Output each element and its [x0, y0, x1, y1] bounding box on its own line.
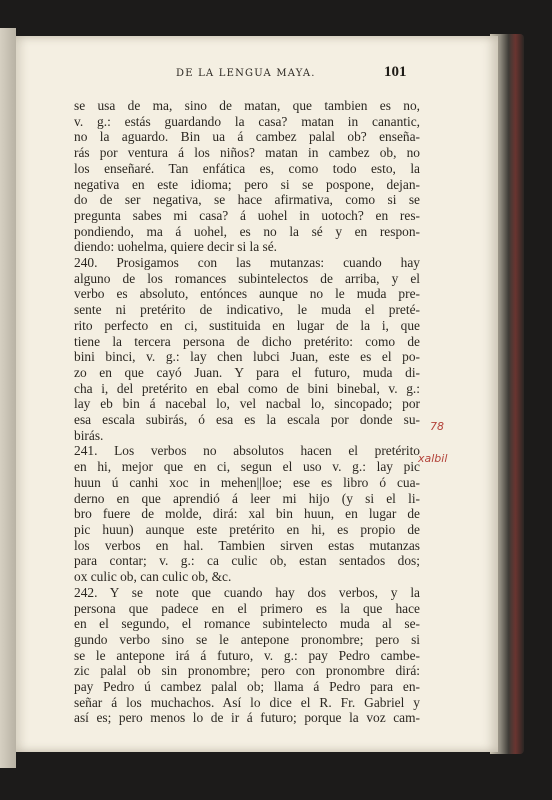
text-line: tiene la tercera persona de dicho pretérito: como de — [74, 333, 420, 349]
text-line: señar á los muchachos. Así lo dice el R. Fr. Gabriel y — [74, 694, 420, 710]
text-line: negativa en este idioma; pero si se pospone, dejan- — [74, 176, 420, 192]
text-line: sente ni pretérito de indicativo, le muda el preté- — [74, 302, 420, 318]
book-page — [16, 36, 498, 752]
text-line: birás. — [74, 427, 104, 443]
text-line: huun ú canhi xoc in mehen||loe; ese es libro ó cua- — [74, 474, 420, 490]
text-line: en hi, mejor que en ci, segun el uso v. g.: lay pic — [74, 459, 420, 475]
text-line: alguno de los romances subintelectos de arriba, y el — [74, 270, 420, 286]
text-line: ox culic ob, can culic ob, &c. — [74, 569, 232, 585]
running-title: DE LA LENGUA MAYA. — [176, 68, 316, 79]
body-text — [74, 98, 420, 726]
margin-note: 78 — [430, 420, 444, 433]
text-line: rito perfecto en ci, sustituida en lugar de la i, que — [74, 317, 420, 333]
text-line: pregunta sabes mi casa? á uohel in uotoch? en res- — [74, 207, 420, 223]
text-line: lay eb bin á nacebal lo, vel nacbal lo, sincopado; por — [74, 396, 420, 412]
text-line: zic palal ob sin pronombre; pero con pronombre dirá: — [74, 663, 420, 679]
text-line: en el segundo, el romance subintelecto muda al se- — [74, 616, 420, 632]
text-line: rás por ventura á los niños? matan in cambez ob, no — [74, 145, 420, 161]
text-line: los enseñaré. Tan enfática es, como todo esto, la — [74, 160, 420, 176]
text-line: para contar; v. g.: ca culic ob, estan sentados dos; — [74, 553, 420, 569]
text-line: diendo: uohelma, quiere decir si la sé. — [74, 239, 278, 255]
text-line: bro fuere de molde, dirá: xal bin huun, en lugar de — [74, 506, 420, 522]
text-line: do de ser negativa, se hace afirmativa, como si se — [74, 192, 420, 208]
text-line: se le antepone irá á futuro, v. g.: pay Pedro cambe- — [74, 647, 420, 663]
text-line: pay Pedro ú cambez palal ob; llama á Pedro para en- — [74, 679, 420, 695]
text-line: gundo verbo sino se le antepone pronombre; pero si — [74, 631, 420, 647]
text-line: derno en que aprendió á leer mi hijo (y si el li- — [74, 490, 420, 506]
text-line: persona que padece en el primero es la que hace — [74, 600, 420, 616]
text-line: esa escala subirás, ó esa es la escala por donde su- — [74, 412, 420, 428]
text-line: 241. Los verbos no absolutos hacen el pretérito — [74, 443, 420, 459]
text-line: pic huun) aunque este pretérito en hi, es propio de — [74, 521, 420, 537]
page-number: 101 — [384, 64, 407, 80]
text-line: bini binci, v. g.: lay chen lubci Juan, este es el po- — [74, 349, 420, 365]
text-line: v. g.: estás guardando la casa? matan in canantic, — [74, 113, 420, 129]
text-line: así es; pero menos lo de ir á futuro; porque la voz cam- — [74, 710, 420, 726]
facing-page-edge — [0, 28, 16, 768]
text-line: verbo es absoluto, entónces aunque no le muda pre- — [74, 286, 420, 302]
text-line: se usa de ma, sino de matan, que tambien es no, — [74, 98, 420, 113]
text-line: cha i, del pretérito en ebal como de bini binebal, v. g.: — [74, 380, 420, 396]
text-line: 240. Prosigamos con las mutanzas: cuando hay — [74, 255, 420, 271]
text-line: los verbos en hal. Tambien sirven estas mutanzas — [74, 537, 420, 553]
margin-note: xalbil — [418, 452, 448, 465]
text-line: no la aguardo. Bin ua á cambez palal ob? enseña- — [74, 129, 420, 145]
text-line: zo en que cayó Juan. Y para el futuro, muda di- — [74, 364, 420, 380]
text-line: 242. Y se note que cuando hay dos verbos, y la — [74, 584, 420, 600]
text-line: pondiendo, ma á uohel, es no la sé y en respon- — [74, 223, 420, 239]
